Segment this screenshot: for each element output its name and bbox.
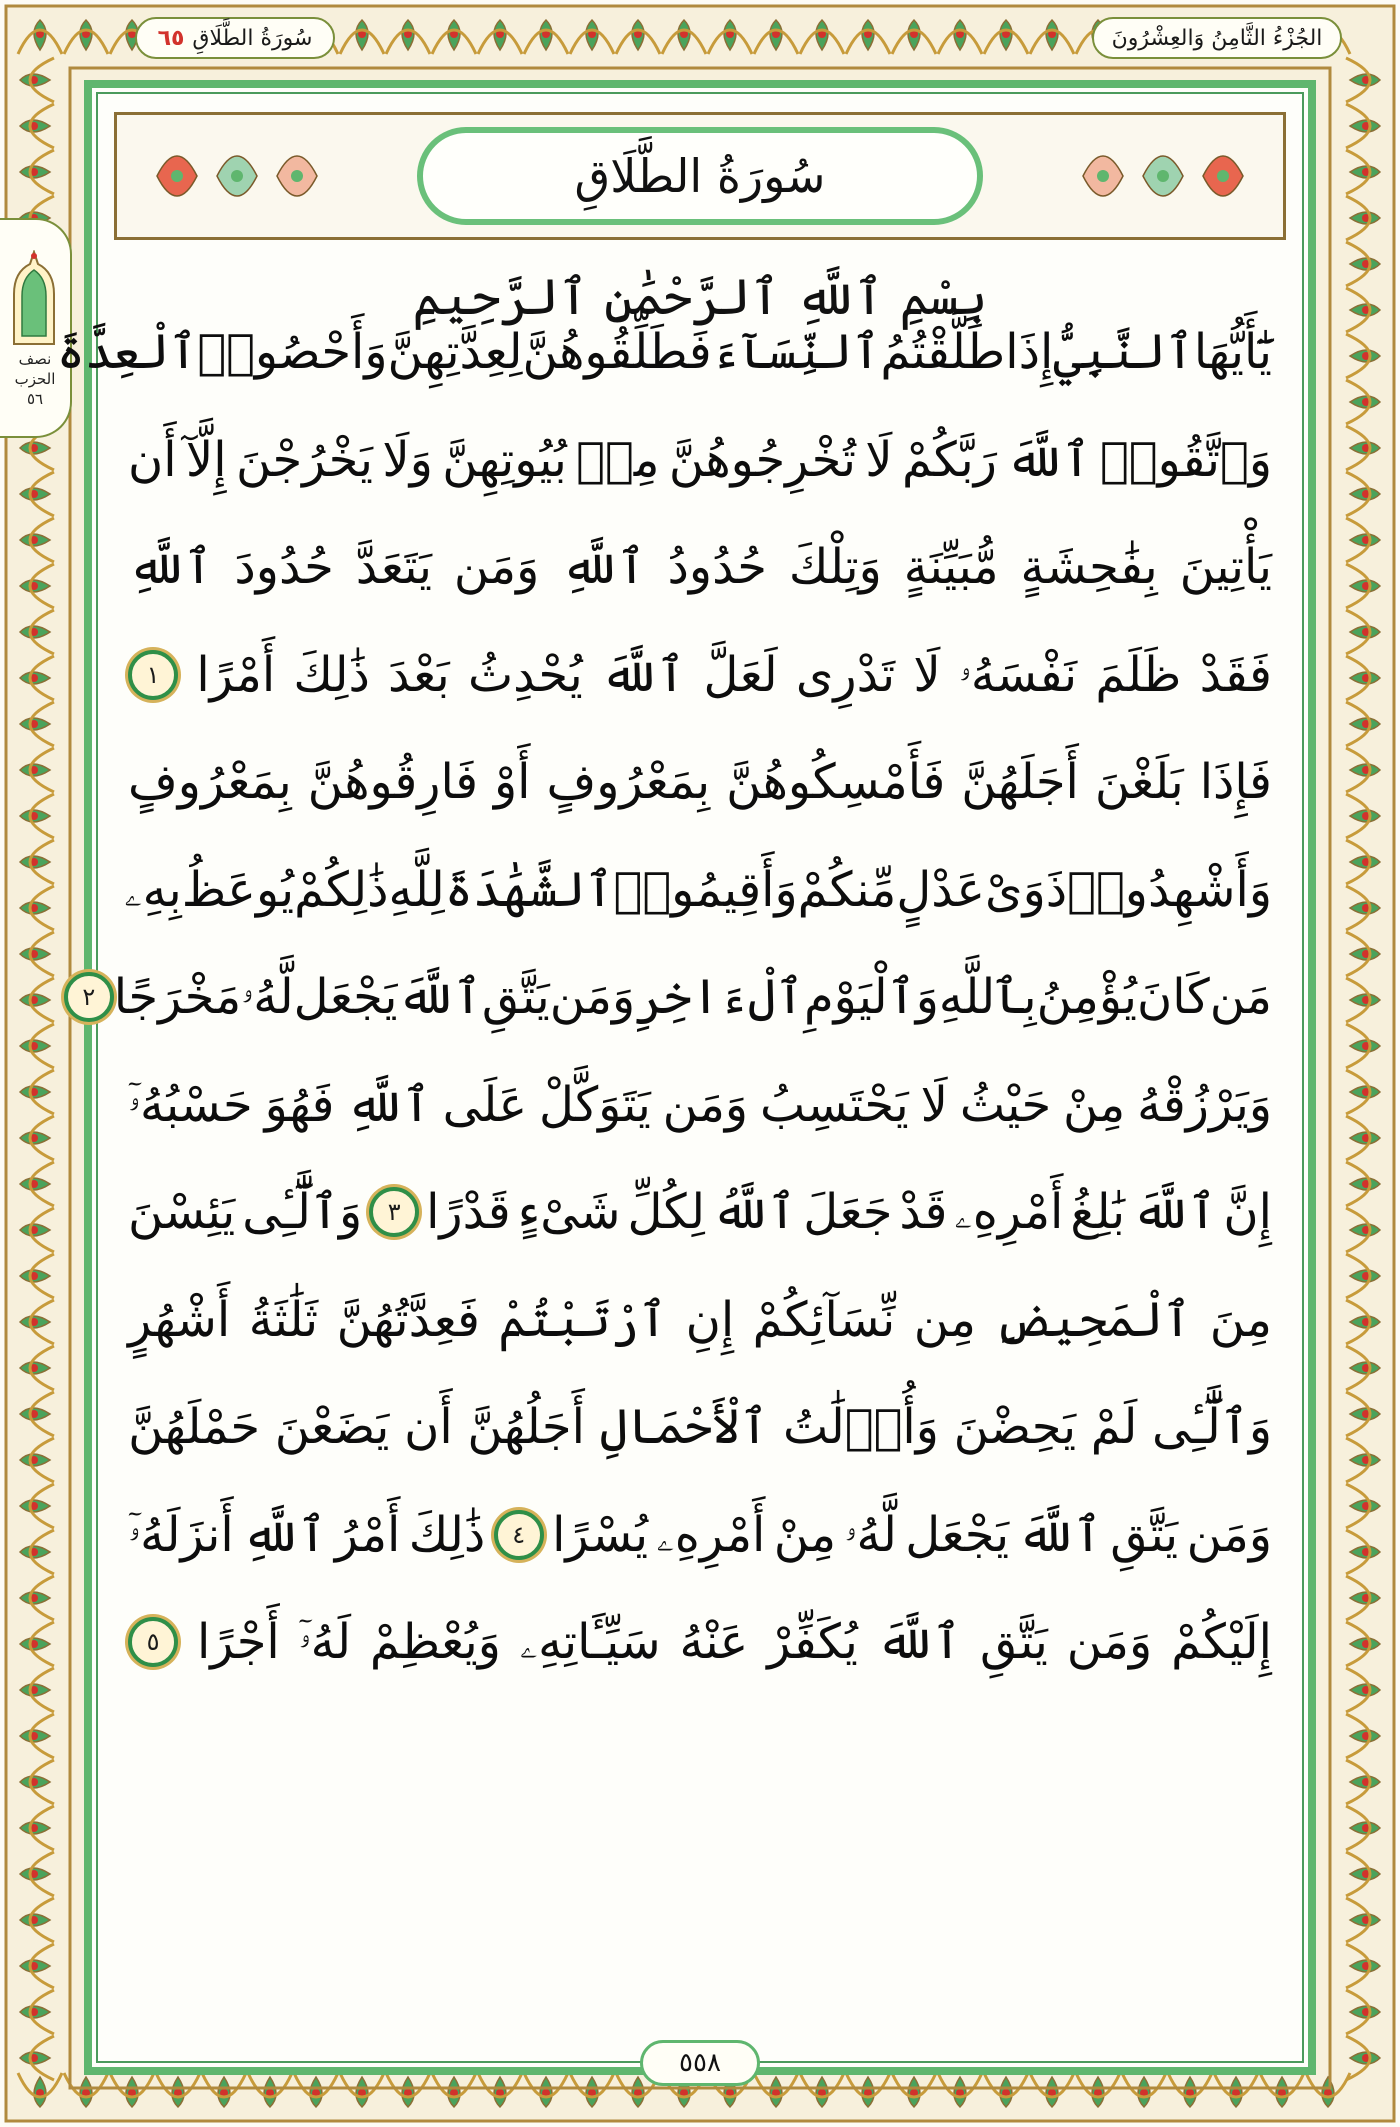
verse-word: حُدُودَ bbox=[234, 539, 334, 595]
verse-word: ٱرْتَبْتُمْ bbox=[498, 1291, 668, 1348]
verse-word: ذَٰلِكُمْ bbox=[294, 861, 389, 918]
verse-word: ٱلشَّهَٰدَةَ bbox=[444, 861, 614, 918]
surah-header-number: ٦٥ bbox=[157, 25, 185, 51]
verse-word: وَيَرْزُقْهُ bbox=[1137, 1076, 1272, 1133]
verse-word: طَلَّقْتُمُ bbox=[880, 324, 1006, 380]
verse-word: قَدْ bbox=[899, 1184, 948, 1240]
verse-word: ظَلَمَ bbox=[1095, 646, 1182, 703]
verse-word: فَطَلِّقُوهُنَّ bbox=[522, 324, 712, 380]
verse-word: ذَوَىْ bbox=[985, 861, 1068, 918]
verse-word: يَضَعْنَ bbox=[274, 1399, 390, 1455]
verse-word: ٱللَّهِ bbox=[242, 1506, 327, 1563]
verse-word: وَٱلْيَوْمِ bbox=[803, 969, 939, 1025]
verse-line bbox=[128, 1265, 1272, 1375]
surah-title-banner bbox=[114, 112, 1286, 240]
verse-word: فَقَدْ bbox=[1199, 646, 1272, 703]
verse-word: كَانَ bbox=[1137, 969, 1210, 1025]
verse-word: إِلَّآ bbox=[185, 431, 227, 488]
verse-word: يَحْتَسِبُ bbox=[759, 1076, 909, 1133]
banner-dot bbox=[1217, 170, 1229, 182]
verse-word: بَعْدَ bbox=[388, 646, 450, 703]
verse-word: مُّبَيِّنَةٍ bbox=[903, 539, 999, 595]
verse-word: أَجَلُهُنَّ bbox=[467, 1399, 585, 1455]
verse-word: إِنَّ bbox=[1223, 1184, 1272, 1240]
ayah-number-marker: ٤ bbox=[494, 1510, 544, 1560]
verse-word: ٱلنِّسَآءَ bbox=[711, 324, 881, 380]
verse-word: أَجَلَهُنَّ bbox=[961, 754, 1079, 810]
verse-word: بِمَعْرُوفٍ bbox=[546, 754, 711, 810]
verse-word: مِن bbox=[913, 1291, 976, 1348]
verse-word: يَتَعَدَّ bbox=[355, 539, 432, 595]
banner-dot bbox=[231, 170, 243, 182]
verse-word: إِلَيْكُمْ bbox=[1171, 1614, 1272, 1670]
verse-line bbox=[128, 1480, 1272, 1590]
verse-word: بِفَٰحِشَةٍ bbox=[1020, 539, 1158, 595]
verse-word: بَلَغْنَ bbox=[1094, 754, 1184, 810]
verse-word: ٱلْمَحِيضِ bbox=[994, 1291, 1192, 1348]
verse-word: ٱللَّهَ bbox=[1006, 431, 1091, 488]
verse-word: بِهِۦ bbox=[124, 861, 182, 918]
verse-word: وَمَن bbox=[1186, 1506, 1272, 1563]
verse-line bbox=[128, 1157, 1272, 1267]
verse-word: أَن bbox=[404, 1399, 453, 1455]
verse-word: لِلَّهِ bbox=[388, 861, 445, 918]
verse-word: لَّهُۥ bbox=[844, 1506, 897, 1563]
banner-dot bbox=[1097, 170, 1109, 182]
verse-line bbox=[128, 512, 1272, 622]
verse-word: لَمْ bbox=[1090, 1399, 1138, 1455]
verse-word: فَإِذَا bbox=[1199, 754, 1272, 810]
page-number: ٥٥٨ bbox=[640, 2040, 760, 2086]
verse-word: ٱلنَّبِيُّ bbox=[1053, 324, 1194, 380]
verse-word: لَعَلَّ bbox=[703, 646, 778, 703]
verse-word: وَأُو۟لَٰتُ bbox=[783, 1399, 939, 1455]
verse-word: حُدُودُ bbox=[667, 539, 767, 595]
verse-word: أَجْرًا bbox=[196, 1614, 280, 1670]
verse-word: وَٱتَّقُوا۟ bbox=[1099, 431, 1272, 488]
verse-word: تُخْرِجُوهُنَّ bbox=[668, 431, 856, 488]
verse-word: يُؤْمِنُ bbox=[1036, 969, 1138, 1025]
surah-header-label bbox=[135, 17, 335, 59]
verse-word: شَىْءٍ bbox=[517, 1184, 621, 1240]
verse-word: يَتَّقِ bbox=[481, 969, 550, 1025]
verse-word: مَخْرَجًا bbox=[113, 969, 242, 1025]
verse-line bbox=[128, 620, 1272, 730]
verse-word: ٱللَّهُ bbox=[711, 1184, 797, 1240]
verse-word: فَارِقُوهُنَّ bbox=[307, 754, 479, 810]
verse-word: يُكَفِّرْ bbox=[767, 1614, 858, 1670]
verse-word: وَلَا bbox=[382, 431, 433, 488]
verse-word: قَدْرًا bbox=[426, 1184, 511, 1240]
verse-word: لَا bbox=[865, 431, 893, 488]
verse-word: جَعَلَ bbox=[803, 1184, 893, 1240]
verse-word: مِّنكُمْ bbox=[797, 861, 897, 918]
verse-word: يَجْعَل bbox=[905, 1506, 1010, 1563]
verse-word: حَمْلَهُنَّ bbox=[128, 1399, 261, 1455]
verse-word: يَأْتِينَ bbox=[1179, 539, 1272, 595]
verse-word: وَمَن bbox=[549, 969, 636, 1025]
verse-word: وَيُعْظِمْ bbox=[369, 1614, 501, 1670]
verse-word: مِنْ bbox=[1063, 1076, 1126, 1133]
verse-line bbox=[56, 297, 1272, 407]
verse-word: يُوعَظُ bbox=[181, 861, 295, 918]
ayah-number-marker: ٣ bbox=[369, 1187, 419, 1237]
verse-word: ٱللَّهَ bbox=[1132, 1184, 1217, 1240]
verse-word: ٱلْعِدَّةَ bbox=[56, 324, 198, 380]
verse-word: ٱللَّهِ bbox=[128, 539, 213, 595]
verse-word: يَئِسْنَ bbox=[128, 1184, 236, 1240]
verse-word: بِمَعْرُوفٍ bbox=[128, 754, 292, 810]
hizb-line3: ٥٦ bbox=[26, 390, 44, 408]
verse-word: عَدْلٍ bbox=[896, 861, 986, 918]
verse-word: يُسْرًا bbox=[552, 1506, 649, 1563]
verse-line bbox=[124, 835, 1272, 945]
verse-word: فَهُوَ bbox=[264, 1076, 335, 1133]
verse-word: يَخْرُجْنَ bbox=[235, 431, 373, 488]
verse-word: أَنزَلَهُۥٓ bbox=[128, 1506, 234, 1563]
verse-word: لَا bbox=[920, 1076, 948, 1133]
banner-dot bbox=[291, 170, 303, 182]
juz-label-text: الجُزْءُ الثَّامِنُ وَالعِشْرُونَ bbox=[1111, 25, 1323, 51]
verse-word: يَحِضْنَ bbox=[953, 1399, 1077, 1455]
verse-word: فَأَمْسِكُوهُنَّ bbox=[726, 754, 946, 810]
verse-word: وَمَن bbox=[662, 1076, 749, 1133]
verse-word: لَا bbox=[913, 646, 941, 703]
verse-word: تَدْرِى bbox=[795, 646, 896, 703]
verse-word: ثَلَٰثَةُ bbox=[248, 1291, 319, 1348]
verse-word: وَأَقِيمُوا۟ bbox=[613, 861, 798, 918]
surah-header-name: سُورَةُ الطَّلَاقِ bbox=[192, 25, 313, 51]
verse-line bbox=[128, 405, 1272, 515]
verse-word: مَن bbox=[1209, 969, 1272, 1025]
verse-word: ٱللَّهِ bbox=[561, 539, 646, 595]
juz-label bbox=[1092, 17, 1342, 59]
verse-word: ٱلْأَحْمَالِ bbox=[599, 1399, 769, 1455]
verse-line bbox=[128, 1050, 1272, 1160]
verse-word: ٱللَّهَ bbox=[600, 646, 686, 703]
surah-title-box bbox=[417, 127, 983, 225]
ayah-number-marker: ١ bbox=[128, 650, 178, 700]
verse-word: أَشْهُرٍ bbox=[128, 1291, 231, 1348]
verse-word: ٱللَّهَ bbox=[1017, 1506, 1102, 1563]
verse-word: يَتَوَكَّلْ bbox=[538, 1076, 651, 1133]
verse-word: ٱللَّهِ bbox=[346, 1076, 431, 1133]
verse-word: أَمْرِهِۦ bbox=[656, 1506, 766, 1563]
verse-word: بِٱللَّهِ bbox=[938, 969, 1037, 1025]
verse-word: وَمَن bbox=[453, 539, 540, 595]
verse-line bbox=[128, 1372, 1272, 1482]
verse-line bbox=[82, 942, 1272, 1052]
verse-word: ٱللَّهَ bbox=[876, 1614, 962, 1670]
verse-word: فَعِدَّتُهُنَّ bbox=[336, 1291, 480, 1348]
verse-word: يُحْدِثُ bbox=[467, 646, 583, 703]
basmala: بِسْمِ ٱللَّهِ ٱلرَّحْمَٰنِ ٱلرَّحِيمِ bbox=[412, 268, 988, 326]
verse-word: أَمْرًا bbox=[196, 646, 276, 703]
verse-word: لَهُۥٓ bbox=[298, 1614, 352, 1670]
verse-word: عَنْهُ bbox=[679, 1614, 749, 1670]
verse-word: أَمْرِهِۦ bbox=[954, 1184, 1064, 1240]
ayah-number-marker: ٢ bbox=[64, 972, 114, 1022]
verse-word: ٱلْءَاخِرِ bbox=[635, 969, 804, 1025]
verse-word: لِكُلِّ bbox=[627, 1184, 705, 1240]
verse-word: ذَٰلِكَ bbox=[408, 1506, 486, 1563]
verse-word: حَيْثُ bbox=[959, 1076, 1052, 1133]
verse-line bbox=[128, 1587, 1272, 1697]
verse-word: نِّسَآئِكُمْ bbox=[752, 1291, 896, 1348]
banner-dot bbox=[1157, 170, 1169, 182]
verse-word: وَمَن bbox=[1066, 1614, 1153, 1670]
verse-word: يَتَّقِ bbox=[980, 1614, 1048, 1670]
verse-word: رَبَّكُمْ bbox=[901, 431, 997, 488]
ayah-number-marker: ٥ bbox=[128, 1617, 178, 1667]
verse-word: إِنِ bbox=[685, 1291, 735, 1348]
verse-word: يَتَّقِ bbox=[1110, 1506, 1179, 1563]
verse-word: ذَٰلِكَ bbox=[293, 646, 370, 703]
verse-word: وَٱلَّٰٓـِٔى bbox=[242, 1184, 363, 1240]
verse-word: بَٰلِغُ bbox=[1070, 1184, 1126, 1240]
verse-word: يَجْعَل bbox=[293, 969, 398, 1025]
verse-word: لِعِدَّتِهِنَّ bbox=[387, 324, 523, 380]
verse-line bbox=[128, 727, 1272, 837]
verse-word: وَأَشْهِدُوا۟ bbox=[1067, 861, 1272, 918]
verse-word: أَوْ bbox=[493, 754, 531, 810]
verse-word: إِذَا bbox=[1005, 324, 1054, 380]
hizb-line1: نصف bbox=[18, 350, 52, 368]
verse-word: بُيُوتِهِنَّ bbox=[442, 431, 567, 488]
verse-word: عَلَى bbox=[442, 1076, 528, 1133]
surah-title: سُورَةُ الطَّلَاقِ bbox=[574, 149, 826, 203]
verse-word: ٱللَّهَ bbox=[397, 969, 482, 1025]
verse-word: وَأَحْصُوا۟ bbox=[197, 324, 388, 380]
verse-word: أَمْرُ bbox=[334, 1506, 401, 1563]
verse-word: يَٰٓأَيُّهَا bbox=[1193, 324, 1272, 380]
verse-word: مِنْ bbox=[773, 1506, 837, 1563]
verse-word: نَفْسَهُۥ bbox=[958, 646, 1078, 703]
verse-word: وَتِلْكَ bbox=[788, 539, 882, 595]
verse-word: لَّهُۥ bbox=[241, 969, 294, 1025]
hizb-line2: الحزب bbox=[14, 370, 56, 388]
banner-dot bbox=[171, 170, 183, 182]
verse-word: مِنَ bbox=[1209, 1291, 1272, 1348]
verse-word: مِنۢ bbox=[576, 431, 660, 488]
verse-word: سَيِّـَٔاتِهِۦ bbox=[519, 1614, 661, 1670]
verse-word: حَسْبُهُۥٓ bbox=[128, 1076, 253, 1133]
verse-word: أَن bbox=[128, 431, 177, 488]
verse-word: وَٱلَّٰٓـِٔى bbox=[1152, 1399, 1272, 1455]
